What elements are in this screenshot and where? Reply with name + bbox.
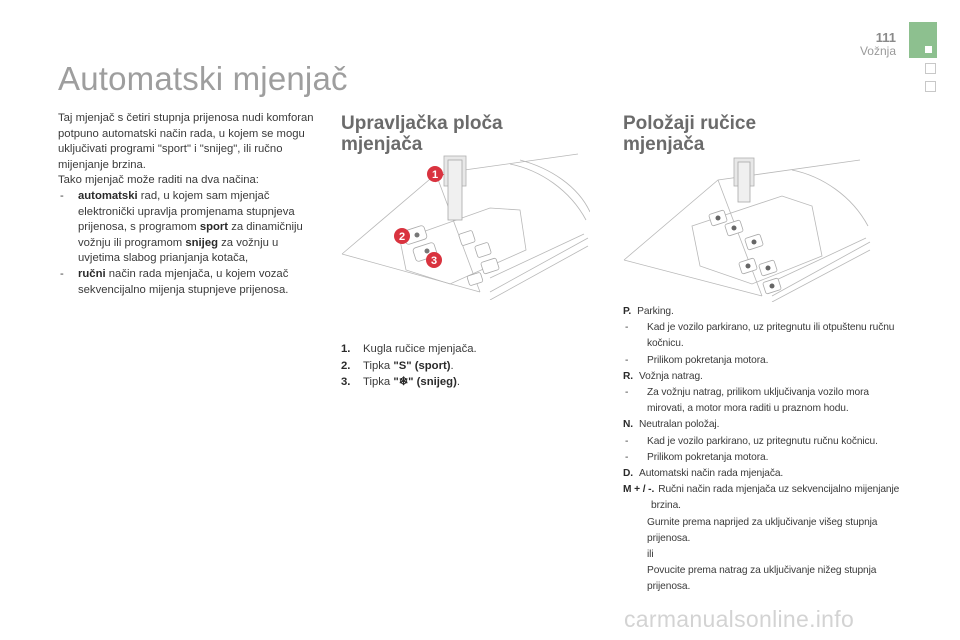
position-detail [623, 450, 903, 466]
position-detail [623, 353, 903, 369]
term-bold: snijeg [185, 236, 219, 249]
position-text: Automatski način rada mjenjača. [639, 468, 784, 480]
heading-line: Položaji ručice [623, 113, 757, 134]
position-key: N. [623, 419, 633, 431]
position-entry [623, 417, 903, 433]
conjunction-text: ili [647, 549, 654, 561]
dash: - [625, 387, 629, 399]
position-instruction [623, 515, 903, 547]
detail-text: Kad je vozilo parkirano, uz pritegnutu ručnu kočnicu. [647, 435, 878, 447]
legend-number: 1. [341, 343, 351, 355]
legend-text: Tipka [363, 359, 394, 372]
position-key: D. [623, 468, 633, 480]
dash: - [625, 354, 629, 366]
dash: - [625, 435, 629, 447]
position-key: R. [623, 370, 633, 382]
position-key: M + / -. [623, 484, 655, 496]
gear-lever-illustration [622, 156, 872, 302]
legend-bold: "❄" (snijeg) [393, 376, 457, 389]
text: za vožnju u uvjetima slabog prianjanja kotača, [78, 236, 279, 265]
position-instruction [623, 563, 903, 595]
page-number: 111 [875, 30, 896, 45]
detail-text: Za vožnju natrag, prilikom uključivanja vozilo mora mirovati, a motor mora raditi u praznom hodu. [647, 387, 869, 415]
legend-row [341, 358, 581, 375]
legend-text: . [450, 359, 454, 372]
callout-label: 3 [430, 255, 438, 267]
intro-text [58, 111, 320, 298]
instruction-text: Gurnite prema naprijed za uključivanje višeg stupnja prijenosa. [647, 516, 878, 544]
dash: - [625, 451, 629, 463]
callout-label: 2 [398, 231, 406, 243]
legend-number: 3. [341, 376, 351, 389]
position-text: Neutralan položaj. [639, 419, 720, 431]
position-entry [623, 369, 903, 385]
position-text: Parking. [637, 306, 674, 317]
gear-panel-illustration [340, 150, 590, 300]
dash: - [60, 267, 64, 280]
position-entry [623, 304, 903, 320]
callout-label: 1 [431, 169, 439, 181]
legend-bold: "S" (sport) [393, 359, 451, 372]
chapter-tab-box [925, 63, 936, 74]
page-title: Automatski mjenjač [58, 60, 348, 97]
list-item [58, 267, 320, 298]
position-text: Ručni način rada mjenjača uz sekvencijalno mijenjanje brzina. [651, 484, 900, 512]
tab-marker-icon [925, 46, 932, 53]
chapter-tab-box [925, 81, 936, 92]
position-entry [623, 482, 903, 514]
section-heading-control-panel [341, 113, 581, 155]
position-detail [623, 320, 903, 352]
legend-number: 2. [341, 359, 351, 372]
intro-paragraph: Taj mjenjač s četiri stupnja prijenosa nudi komforan potpuno automatski način rada, u kojem se mogu uključivati programi "sport" i "snijeg", ili ručno mijenjanje brzina. [58, 112, 314, 171]
chapter-tab-active [909, 22, 937, 58]
control-panel-legend [341, 341, 581, 391]
legend-text: Kugla ručice mjenjača. [363, 343, 477, 355]
watermark: carmanualsonline.info [624, 606, 855, 632]
instruction-text: Povucite prema natrag za uključivanje nižeg stupnja prijenosa. [647, 565, 877, 593]
text: rad, u kojem sam mjenjač elektronički upravlja promjenama stupnjeva prijenosa, s programom [78, 189, 295, 234]
position-entry [623, 466, 903, 482]
legend-text: Tipka [363, 376, 394, 389]
legend-row [341, 341, 581, 358]
section-name: Vožnja [859, 44, 896, 58]
detail-text: Kad je vozilo parkirano, uz pritegnutu ili otpuštenu ručnu kočnicu. [647, 322, 895, 350]
term-bold: ručni [78, 267, 106, 280]
dash: - [60, 189, 64, 202]
term-bold: sport [199, 221, 229, 234]
legend-text: . [456, 376, 460, 389]
heading-line: Upravljačka ploča [341, 113, 503, 134]
text: za dinamičniju vožnju ili programom [78, 221, 303, 249]
position-detail [623, 385, 903, 417]
position-key: P. [623, 306, 632, 317]
term-bold: automatski [78, 189, 138, 202]
list-item [58, 189, 320, 267]
position-text: Vožnja natrag. [639, 370, 703, 382]
section-heading-lever-positions [623, 113, 863, 155]
detail-text: Prilikom pokretanja motora. [647, 451, 769, 463]
dash: - [625, 322, 629, 334]
heading-line: mjenjača [341, 134, 423, 155]
position-detail [623, 434, 903, 450]
heading-line: mjenjača [623, 134, 705, 155]
text: način rada mjenjača, u kojem vozač sekvencijalno mijenja stupnjeve prijenosa. [78, 267, 289, 296]
detail-text: Prilikom pokretanja motora. [647, 354, 769, 366]
legend-row [341, 374, 581, 391]
intro-paragraph: Tako mjenjač može raditi na dva načina: [58, 174, 259, 187]
lever-positions-list [623, 304, 903, 596]
